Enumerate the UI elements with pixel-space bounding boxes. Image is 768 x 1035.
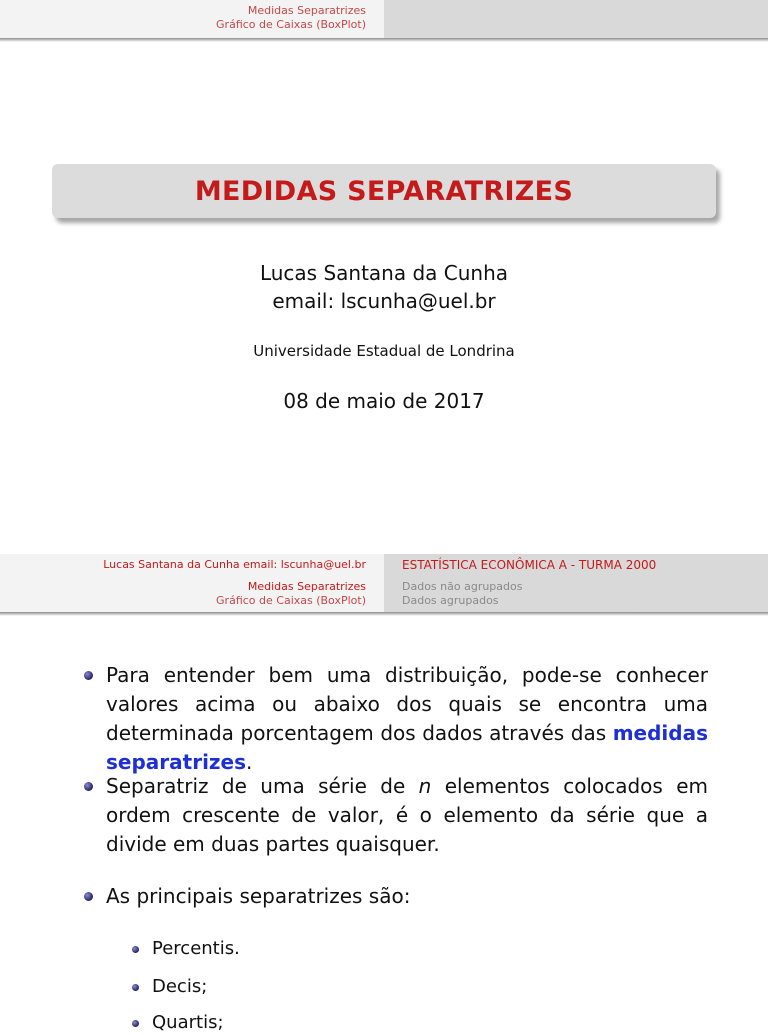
header-course: ESTATÍSTICA ECONÔMICA A - TURMA 2000 (402, 558, 657, 572)
bullet-icon (84, 892, 93, 901)
nav-section-separatrizes-active[interactable]: Medidas Separatrizes (247, 580, 366, 593)
sub-item-quartis: Quartis; (152, 1012, 224, 1033)
bullet2-text-end: elementos colocados em ordem crescente de valor, é o elemento da série que a divide em duas partes quaisquer. (106, 774, 708, 856)
bullet-paragraph-1 (106, 661, 708, 777)
nav-subsection-nao-agrupados[interactable]: Dados não agrupados (402, 580, 523, 593)
header-shadow-2 (0, 612, 768, 616)
slide1-header-left (0, 0, 384, 38)
bullet-paragraph-2 (106, 772, 708, 859)
slide2-header-left (0, 554, 384, 612)
sub-item-percentis: Percentis. (152, 938, 240, 959)
bullet-paragraph-3: As principais separatrizes são: (106, 884, 411, 908)
author-name: Lucas Santana da Cunha (259, 261, 509, 285)
bullet-icon (84, 782, 93, 791)
nav-section-boxplot-2[interactable]: Gráfico de Caixas (BoxPlot) (216, 594, 366, 607)
title-box (52, 164, 716, 218)
author-email: email: lscunha@uel.br (272, 289, 496, 313)
nav-section-boxplot[interactable]: Gráfico de Caixas (BoxPlot) (216, 18, 366, 31)
slide1-header-right (384, 0, 768, 38)
bullet1-end: . (246, 750, 253, 774)
presentation-date: 08 de maio de 2017 (283, 389, 485, 413)
slide-title: MEDIDAS SEPARATRIZES (194, 175, 574, 207)
institute: Universidade Estadual de Londrina (253, 342, 515, 360)
bullet2-variable: n (418, 774, 432, 798)
slide1-header (0, 0, 768, 38)
sub-bullet-icon (132, 984, 139, 991)
sub-bullet-icon (132, 946, 139, 953)
nav-subsection-agrupados[interactable]: Dados agrupados (402, 594, 499, 607)
bullet2-text: Separatriz de uma série de (106, 774, 419, 798)
bullet1-emphasis: medidas separatrizes (106, 721, 708, 774)
sub-item-decis: Decis; (152, 976, 208, 997)
nav-section-separatrizes[interactable]: Medidas Separatrizes (247, 4, 366, 17)
slide2-header (0, 554, 768, 612)
header-author: Lucas Santana da Cunha email: lscunha@uel.br (103, 558, 366, 571)
bullet-icon (84, 671, 93, 680)
slide2-header-right (384, 554, 768, 612)
bullet1-text: Para entender bem uma distribuição, pode-se conhecer valores acima ou abaixo dos quais se encontra uma determinada porcentagem dos dados através das (106, 663, 708, 745)
header-shadow (0, 38, 768, 42)
